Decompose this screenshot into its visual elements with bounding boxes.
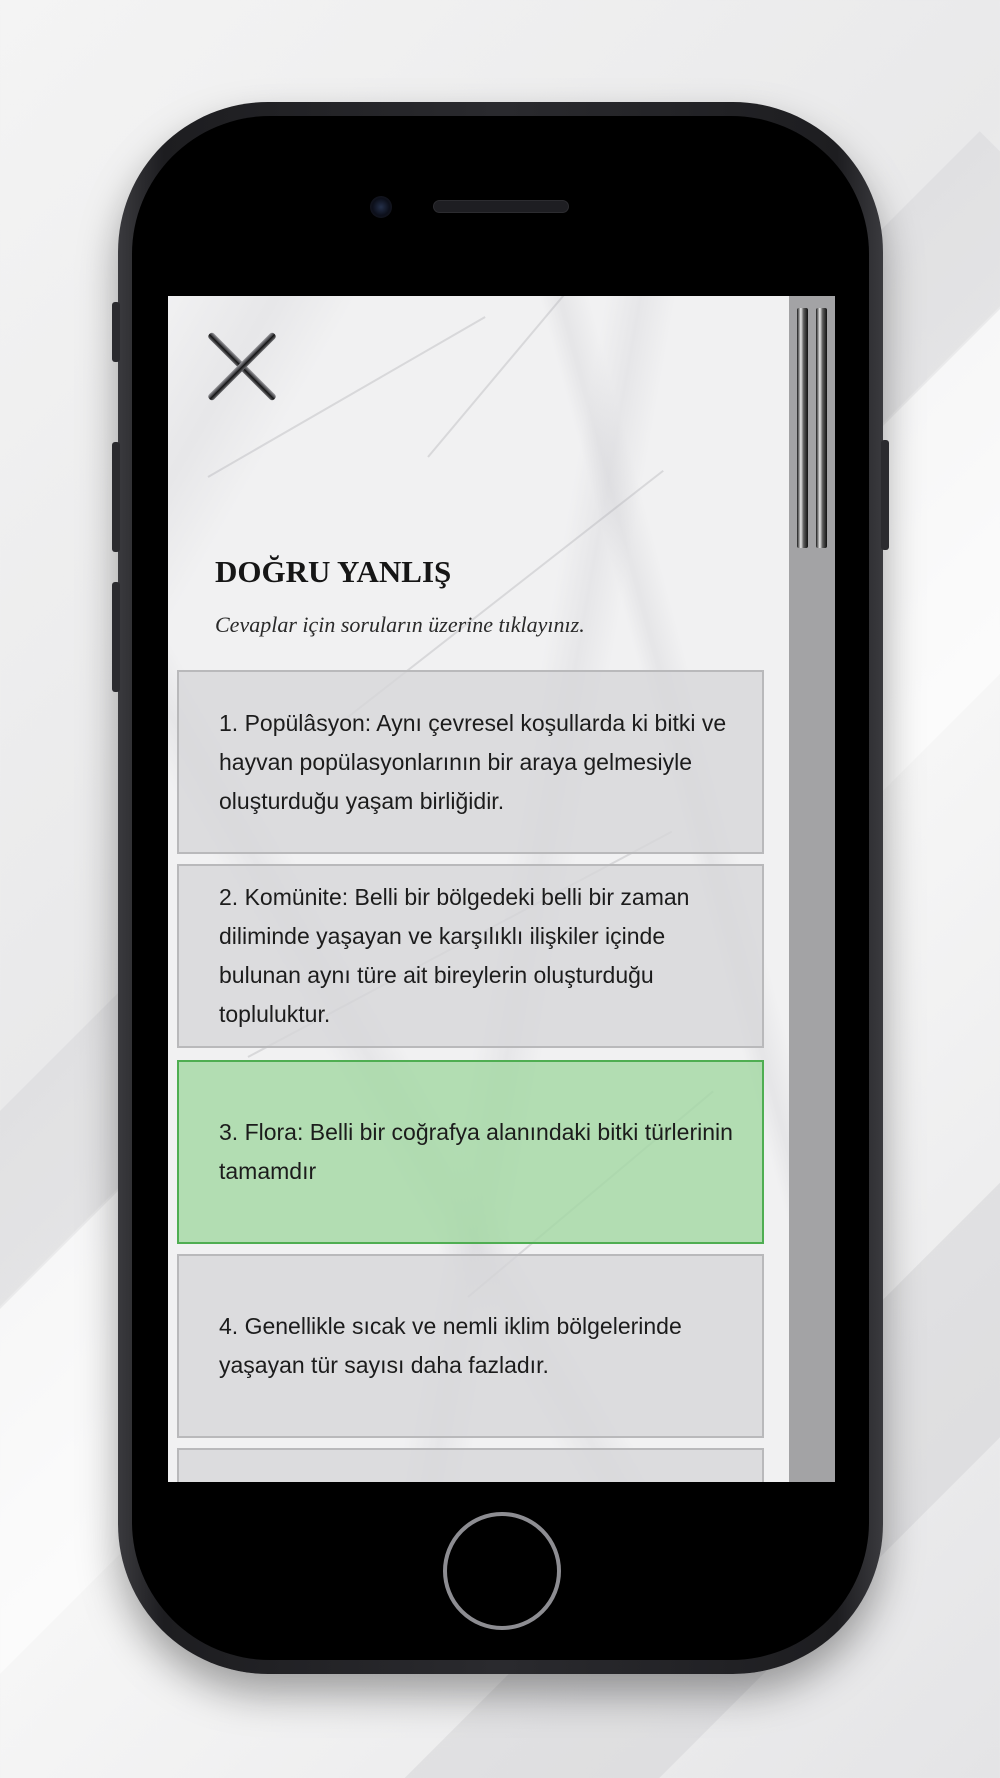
front-camera bbox=[370, 196, 392, 218]
question-text: 2. Komünite: Belli bir bölgedeki belli bir zaman diliminde yaşayan ve karşılıklı ilişkiler içinde bulunan aynı türe ait bireylerin oluşturduğu topluluktur. bbox=[219, 884, 690, 1027]
scrollbar-track[interactable] bbox=[789, 296, 835, 1482]
volume-up-button bbox=[112, 442, 120, 552]
power-button bbox=[881, 440, 889, 550]
page-title: DOĞRU YANLIŞ bbox=[215, 554, 452, 589]
mute-switch bbox=[112, 302, 120, 362]
close-button[interactable] bbox=[204, 328, 280, 404]
question-card-1[interactable] bbox=[177, 670, 764, 854]
question-card-2[interactable] bbox=[177, 864, 764, 1048]
earpiece-speaker bbox=[433, 200, 569, 213]
question-text: 3. Flora: Belli bir coğrafya alanındaki bitki türlerinin tamamdır bbox=[219, 1119, 733, 1184]
question-text: 1. Popülâsyon: Aynı çevresel koşullarda ki bitki ve hayvan popülasyonlarının bir araya gelmesiyle oluşturduğu yaşam birliğidir. bbox=[219, 709, 727, 814]
volume-down-button bbox=[112, 582, 120, 692]
page-subtitle: Cevaplar için soruların üzerine tıklayınız. bbox=[215, 612, 585, 637]
marble-vein bbox=[427, 296, 621, 458]
question-card-3-correct[interactable] bbox=[177, 1060, 764, 1244]
scrollbar-rail bbox=[797, 308, 808, 548]
question-card-5[interactable] bbox=[177, 1448, 764, 1482]
home-button bbox=[443, 1512, 561, 1630]
scrollbar-thumb[interactable] bbox=[795, 308, 829, 548]
question-card-4[interactable] bbox=[177, 1254, 764, 1438]
question-text: 4. Genellikle sıcak ve nemli iklim bölgelerinde yaşayan tür sayısı daha fazladır. bbox=[219, 1313, 682, 1378]
app-screen bbox=[168, 296, 835, 1482]
scrollbar-rail bbox=[816, 308, 827, 548]
